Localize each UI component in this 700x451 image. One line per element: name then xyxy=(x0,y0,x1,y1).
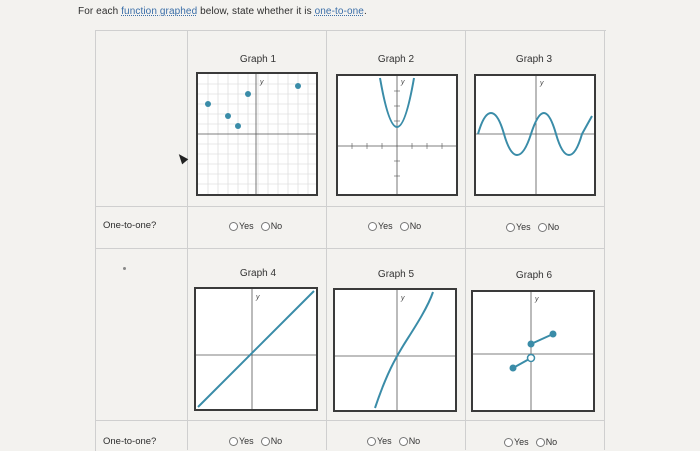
radio-circle-icon[interactable] xyxy=(400,222,409,231)
radio-yes[interactable]: Yes xyxy=(504,437,529,447)
radio-circle-icon[interactable] xyxy=(368,222,377,231)
table-divider xyxy=(95,206,605,207)
radio-circle-icon[interactable] xyxy=(538,223,547,232)
radio-circle-icon[interactable] xyxy=(536,438,545,447)
instruction-text xyxy=(78,6,367,17)
radio-group-graph-3 xyxy=(506,222,563,232)
table-divider xyxy=(326,30,327,450)
cursor-dot xyxy=(123,267,126,270)
radio-group-graph-2 xyxy=(368,221,425,231)
row-label-2: One-to-one? xyxy=(103,436,157,447)
radio-yes[interactable]: Yes xyxy=(229,221,254,231)
closed-endpoint xyxy=(528,341,535,348)
radio-no[interactable]: No xyxy=(538,222,560,232)
instruction-suffix: . xyxy=(363,6,367,17)
radio-circle-icon[interactable] xyxy=(506,223,515,232)
radio-no[interactable]: No xyxy=(261,436,283,446)
graph-1-title: Graph 1 xyxy=(239,54,277,65)
graph-4-plot xyxy=(194,287,318,411)
data-point xyxy=(205,101,211,107)
radio-circle-icon[interactable] xyxy=(261,222,270,231)
radio-circle-icon[interactable] xyxy=(261,437,270,446)
graph-6-title: Graph 6 xyxy=(515,270,553,281)
radio-group-graph-4 xyxy=(229,436,286,446)
instruction-middle: below, state whether it is xyxy=(197,6,315,17)
closed-endpoint xyxy=(550,331,557,338)
graph-5-title: Graph 5 xyxy=(377,269,415,280)
table-divider xyxy=(604,30,605,450)
closed-endpoint xyxy=(510,365,517,372)
radio-no[interactable]: No xyxy=(261,221,283,231)
increasing-curve xyxy=(375,292,433,408)
data-point xyxy=(295,83,301,89)
radio-group-graph-5 xyxy=(367,436,424,446)
radio-circle-icon[interactable] xyxy=(504,438,513,447)
radio-group-graph-6 xyxy=(504,437,561,447)
table-divider xyxy=(465,30,466,450)
open-endpoint xyxy=(528,355,535,362)
graph-3-plot xyxy=(474,74,596,196)
radio-circle-icon[interactable] xyxy=(229,437,238,446)
graph-4-title: Graph 4 xyxy=(239,268,277,279)
radio-yes[interactable]: Yes xyxy=(368,221,393,231)
radio-yes[interactable]: Yes xyxy=(367,436,392,446)
graph-2-title: Graph 2 xyxy=(377,54,415,65)
function-graphed-link[interactable]: function graphed xyxy=(121,6,198,17)
radio-no[interactable]: No xyxy=(400,221,422,231)
graph-3-title: Graph 3 xyxy=(515,54,553,65)
data-point xyxy=(235,123,241,129)
y-axis-label: y xyxy=(256,294,260,301)
graph-2-plot xyxy=(336,74,458,196)
table-divider xyxy=(95,420,605,421)
one-to-one-link[interactable]: one-to-one xyxy=(314,6,364,17)
graph-1-plot xyxy=(196,72,318,196)
linear-line xyxy=(198,291,314,407)
radio-circle-icon[interactable] xyxy=(229,222,238,231)
row-label-1: One-to-one? xyxy=(103,220,157,231)
graph-5-plot xyxy=(333,288,457,412)
radio-circle-icon[interactable] xyxy=(399,437,408,446)
graph-6-plot xyxy=(471,290,595,412)
data-point xyxy=(245,91,251,97)
y-axis-label: y xyxy=(540,80,544,87)
radio-yes[interactable]: Yes xyxy=(506,222,531,232)
data-point xyxy=(225,113,231,119)
radio-circle-icon[interactable] xyxy=(367,437,376,446)
y-axis-label: y xyxy=(260,79,264,86)
table-divider xyxy=(187,30,188,450)
y-axis-label: y xyxy=(535,296,539,303)
radio-group-graph-1 xyxy=(229,221,286,231)
radio-no[interactable]: No xyxy=(399,436,421,446)
y-axis-label: y xyxy=(401,295,405,302)
y-axis-label: y xyxy=(401,79,405,86)
table-divider xyxy=(95,248,605,249)
radio-no[interactable]: No xyxy=(536,437,558,447)
instruction-prefix: For each xyxy=(78,6,122,17)
radio-yes[interactable]: Yes xyxy=(229,436,254,446)
